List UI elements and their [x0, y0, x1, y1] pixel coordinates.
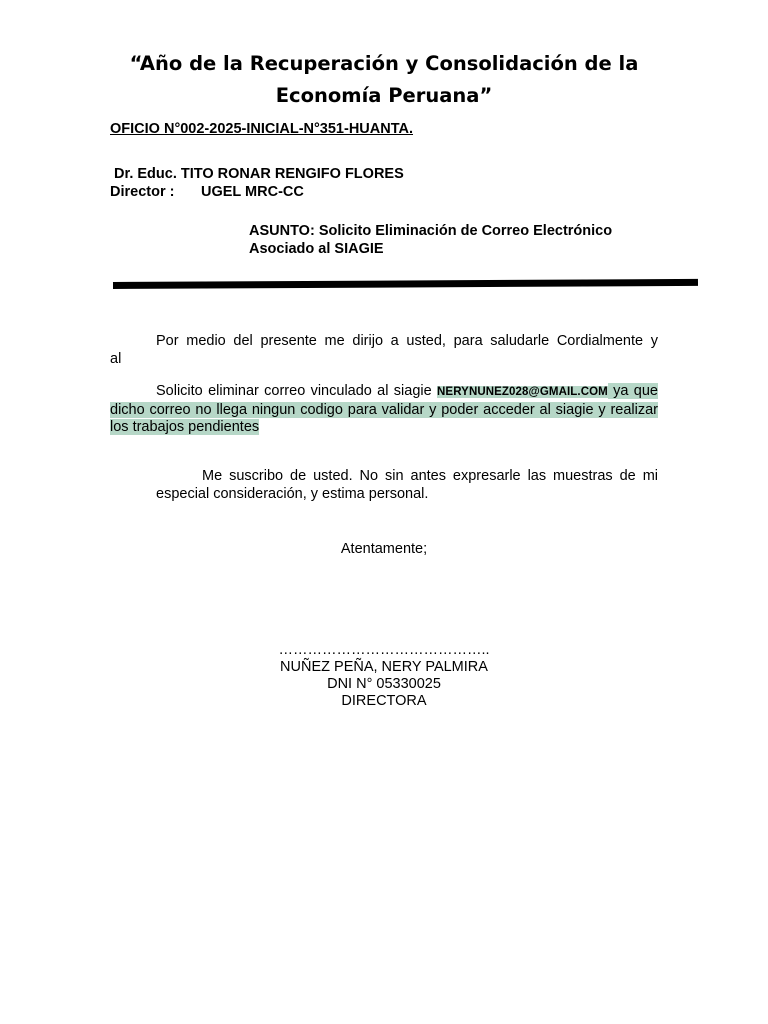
title-line-2: Economía Peruana”: [275, 84, 493, 107]
paragraph-3-line-2: especial consideración, y estima personal.: [156, 485, 429, 502]
signer-position: DIRECTORA: [341, 693, 427, 709]
paragraph-1-line-1: Por medio del presente me dirijo a usted, para saludarle Cordialmente y: [156, 333, 658, 349]
salutation: Atentamente;: [340, 541, 428, 557]
paragraph-3: [110, 468, 658, 503]
paragraph-1: [110, 333, 658, 368]
subject-line-1: ASUNTO: Solicito Eliminación de Correo Electrónico: [249, 223, 613, 239]
recipient-institution: UGEL MRC-CC: [201, 184, 304, 200]
oficio-reference: OFICIO N°002-2025-INICIAL-N°351-HUANTA.: [110, 121, 413, 137]
paragraph-1-line-2: al: [110, 350, 122, 367]
signer-name: NUÑEZ PEÑA, NERY PALMIRA: [280, 659, 488, 675]
signer-dni: DNI N° 05330025: [327, 676, 441, 692]
separator-rule: [113, 279, 698, 289]
email-address: NERYNUNEZ028@GMAIL.COM: [437, 386, 608, 398]
paragraph-2: [110, 383, 658, 437]
title-line-1: “Año de la Recuperación y Consolidación de la: [129, 52, 639, 75]
paragraph-2-prefix: Solicito eliminar correo vinculado al siagie: [156, 383, 432, 399]
signature-line: ……………………………………..: [278, 642, 490, 658]
subject-line-2: Asociado al SIAGIE: [249, 241, 384, 257]
paragraph-3-line-1: Me suscribo de usted. No sin antes expresarle las muestras de mi: [202, 468, 658, 484]
recipient-role-label: Director :: [110, 184, 175, 200]
document-title: [100, 48, 668, 112]
recipient-name: Dr. Educ. TITO RONAR RENGIFO FLORES: [114, 166, 404, 182]
paragraph-2-suffix: ya que dicho correo no llega ningun codigo para validar y poder acceder al siagie y realizar los trabajos pendientes: [110, 383, 658, 435]
